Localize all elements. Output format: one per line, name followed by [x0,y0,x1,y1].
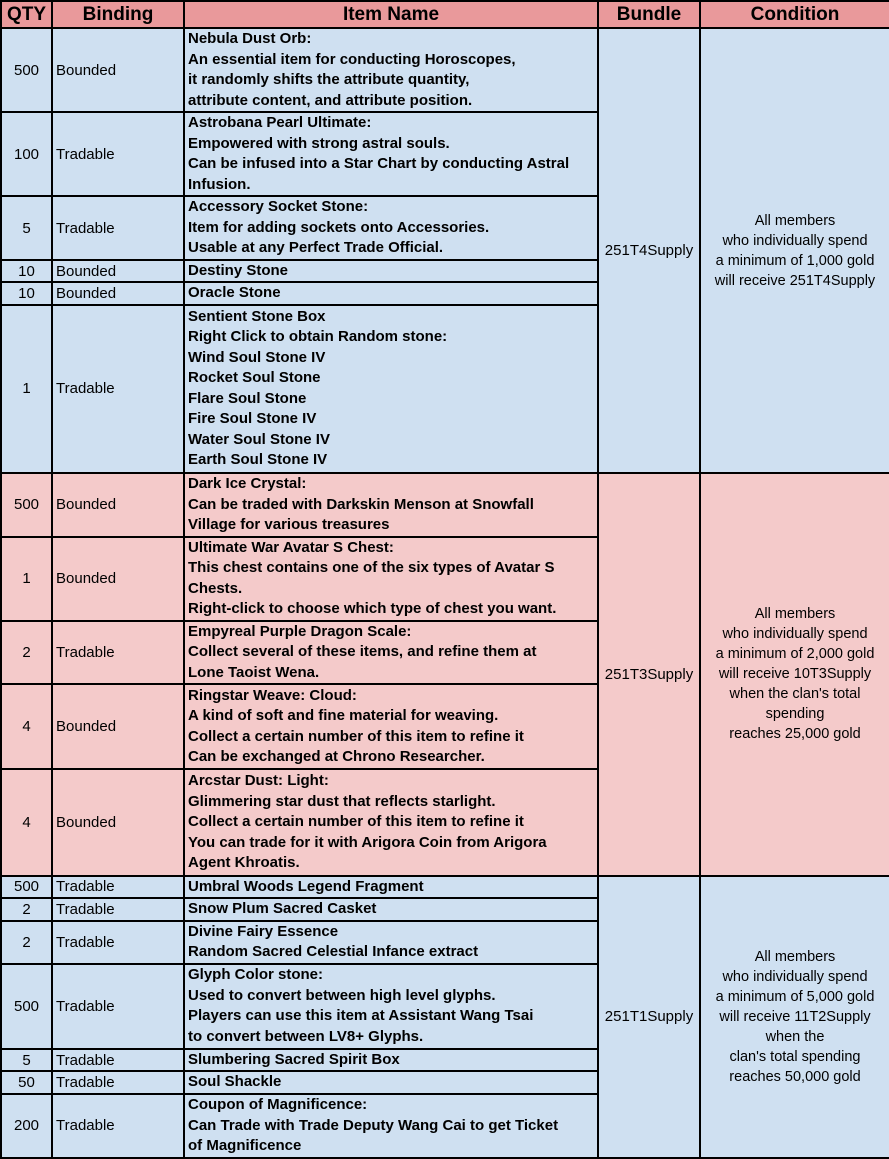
qty-cell: 4 [1,769,52,875]
qty-cell: 500 [1,28,52,112]
condition-line: who individually spend [722,626,868,643]
binding-cell: Bounded [52,473,184,537]
item-title: Slumbering Sacred Spirit Box [188,1050,400,1068]
item-name-column-header: Item Name [184,1,598,28]
qty-cell: 2 [1,621,52,685]
condition-line: will receive 11T2Supply [719,1008,871,1025]
item-description-line: Usable at any Perfect Trade Official. [188,239,444,257]
item-name-cell [184,921,598,964]
bundle-cell: 251T3Supply [598,473,700,876]
binding-cell: Tradable [52,964,184,1049]
item-description-line: Infusion. [188,175,251,193]
condition-cell [700,28,889,473]
item-description-line: Earth Soul Stone IV [188,451,328,469]
item-description-line: Flare Soul Stone [188,389,307,407]
table-body [1,28,889,1158]
qty-cell: 10 [1,282,52,305]
binding-cell: Bounded [52,282,184,305]
item-description-line: Can Trade with Trade Deputy Wang Cai to get Ticket [188,1116,559,1134]
item-title: Divine Fairy Essence [188,922,339,940]
binding-cell: Bounded [52,537,184,621]
binding-cell: Tradable [52,112,184,196]
binding-cell: Tradable [52,196,184,260]
item-description-line: Empowered with strong astral souls. [188,134,450,152]
binding-cell: Tradable [52,305,184,473]
qty-cell: 50 [1,1071,52,1094]
item-title: Empyreal Purple Dragon Scale: [188,622,412,640]
item-title: Astrobana Pearl Ultimate: [188,114,372,132]
table-row [1,28,889,112]
condition-line: reaches 50,000 gold [729,1068,861,1085]
condition-line: a minimum of 2,000 gold [715,646,875,663]
item-description-line: Can be exchanged at Chrono Researcher. [188,748,485,766]
condition-line: will receive 10T3Supply [718,666,872,683]
item-description-line: of Magnificence [188,1137,302,1155]
condition-line: when the clan's total [729,686,861,703]
condition-line: clan's total spending [729,1048,861,1065]
condition-line: reaches 25,000 gold [729,726,861,743]
item-title: Umbral Woods Legend Fragment [188,877,424,895]
item-description-line: Rocket Soul Stone [188,369,321,387]
binding-column-header: Binding [52,1,184,28]
item-description-line: Village for various treasures [188,516,390,534]
item-name-cell [184,876,598,899]
binding-cell: Tradable [52,898,184,921]
binding-cell: Tradable [52,1071,184,1094]
item-description-line: Right-click to choose which type of chest you want. [188,600,557,618]
item-description-line: An essential item for conducting Horoscopes, [188,50,516,68]
qty-cell: 100 [1,112,52,196]
item-title: Destiny Stone [188,261,289,279]
item-title: Coupon of Magnificence: [188,1096,368,1114]
item-name-cell [184,537,598,621]
qty-cell: 500 [1,876,52,899]
qty-cell: 5 [1,1049,52,1072]
item-description-line: You can trade for it with Arigora Coin from Arigora [188,833,547,851]
bundle-column-header: Bundle [598,1,700,28]
binding-cell: Tradable [52,876,184,899]
binding-cell: Tradable [52,621,184,685]
item-name-cell [184,28,598,112]
item-description-line: Random Sacred Celestial Infance extract [188,943,479,961]
binding-cell: Tradable [52,1094,184,1158]
table-row [1,473,889,537]
item-description-line: Players can use this item at Assistant Wang Tsai [188,1007,534,1025]
qty-cell: 4 [1,684,52,769]
binding-cell: Bounded [52,769,184,875]
item-description-line: Fire Soul Stone IV [188,410,317,428]
item-description-line: Agent Khroatis. [188,854,300,872]
item-name-cell [184,282,598,305]
condition-line: when the [765,1028,825,1045]
item-name-cell [184,473,598,537]
item-description-line: it randomly shifts the attribute quantity, [188,71,470,89]
condition-line: who individually spend [722,968,868,985]
binding-cell: Bounded [52,684,184,769]
qty-cell: 5 [1,196,52,260]
qty-cell: 1 [1,305,52,473]
condition-line: will receive 251T4Supply [714,272,876,289]
condition-column-header: Condition [700,1,889,28]
item-description-line: Lone Taoist Wena. [188,663,320,681]
item-description-line: Collect several of these items, and refine them at [188,643,537,661]
binding-cell: Bounded [52,28,184,112]
qty-column-header: QTY [1,1,52,28]
item-name-cell [184,684,598,769]
item-description-line: attribute content, and attribute position. [188,91,473,109]
item-description-line: Right Click to obtain Random stone: [188,328,448,346]
binding-cell: Bounded [52,260,184,283]
condition-line: who individually spend [722,232,868,249]
item-title: Dark Ice Crystal: [188,475,307,493]
qty-cell: 10 [1,260,52,283]
binding-cell: Tradable [52,921,184,964]
condition-line: All members [754,212,836,229]
item-title: Snow Plum Sacred Casket [188,900,377,918]
item-description-line: to convert between LV8+ Glyphs. [188,1027,424,1045]
item-description-line: This chest contains one of the six types of Avatar S [188,559,555,577]
item-title: Soul Shackle [188,1073,282,1091]
item-title: Oracle Stone [188,284,281,302]
item-description-line: Collect a certain number of this item to refine it [188,727,524,745]
item-description-line: Wind Soul Stone IV [188,348,326,366]
item-title: Ringstar Weave: Cloud: [188,686,357,704]
condition-line: All members [754,606,836,623]
item-name-cell [184,964,598,1049]
bundle-cell: 251T1Supply [598,876,700,1158]
item-description-line: Can be infused into a Star Chart by conducting Astral [188,155,570,173]
item-name-cell [184,769,598,875]
condition-cell [700,876,889,1158]
item-name-cell [184,1094,598,1158]
item-description-line: Can be traded with Darkskin Menson at Snowfall [188,495,534,513]
item-name-cell [184,260,598,283]
item-description-line: Glimmering star dust that reflects starlight. [188,792,496,810]
condition-line: spending [765,706,825,723]
item-title: Sentient Stone Box [188,307,326,325]
condition-cell [700,473,889,876]
qty-cell: 2 [1,898,52,921]
item-description-line: Item for adding sockets onto Accessories. [188,218,490,236]
item-name-cell [184,112,598,196]
binding-cell: Tradable [52,1049,184,1072]
qty-cell: 1 [1,537,52,621]
item-description-line: Used to convert between high level glyphs. [188,986,496,1004]
item-title: Ultimate War Avatar S Chest: [188,538,394,556]
qty-cell: 500 [1,473,52,537]
item-title: Glyph Color stone: [188,966,323,984]
condition-line: a minimum of 1,000 gold [715,252,875,269]
condition-line: All members [754,948,836,965]
qty-cell: 200 [1,1094,52,1158]
item-name-cell [184,898,598,921]
item-description-line: Chests. [188,579,243,597]
item-title: Nebula Dust Orb: [188,30,312,48]
item-name-cell [184,621,598,685]
item-description-line: A kind of soft and fine material for weaving. [188,707,499,725]
qty-cell: 2 [1,921,52,964]
item-name-cell [184,305,598,473]
item-title: Arcstar Dust: Light: [188,772,329,790]
item-name-cell [184,1071,598,1094]
qty-cell: 500 [1,964,52,1049]
item-description-line: Water Soul Stone IV [188,430,330,448]
table-row [1,876,889,899]
item-name-cell [184,196,598,260]
item-title: Accessory Socket Stone: [188,198,369,216]
item-name-cell [184,1049,598,1072]
condition-line: a minimum of 5,000 gold [715,988,875,1005]
item-description-line: Collect a certain number of this item to refine it [188,813,524,831]
bundle-cell: 251T4Supply [598,28,700,473]
